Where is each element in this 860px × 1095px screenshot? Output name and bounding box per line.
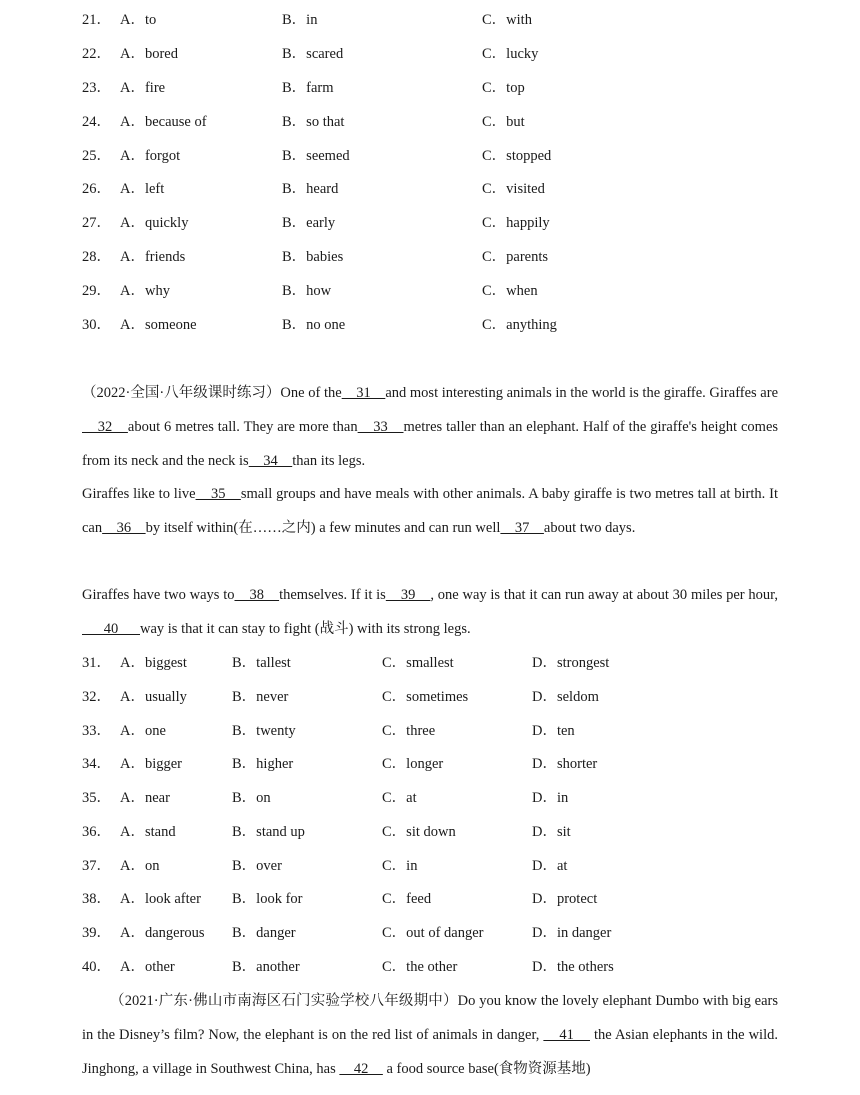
blank-39: 39 <box>385 587 431 603</box>
option-c: C．with <box>482 12 532 28</box>
option-c: C．sometimes <box>382 689 469 705</box>
option-c: C．sit down <box>382 824 456 840</box>
option-b: B．higher <box>232 756 294 772</box>
question-number: 32． <box>82 689 111 705</box>
question-number: 34． <box>82 756 111 772</box>
option-a: A．because of <box>120 114 207 130</box>
question-number: 28． <box>82 249 111 265</box>
option-c: C．three <box>382 723 436 739</box>
option-c: C．parents <box>482 249 549 265</box>
blank-36: 36 <box>102 520 146 536</box>
option-a: A．why <box>120 283 170 299</box>
option-c: C．happily <box>482 215 550 231</box>
option-c: C．lucky <box>482 46 539 62</box>
option-a: A．friends <box>120 249 186 265</box>
option-b: B．look for <box>232 891 303 907</box>
question-number: 23． <box>82 80 111 96</box>
question-number: 35． <box>82 790 111 806</box>
option-b: B．babies <box>282 249 344 265</box>
option-c: C．when <box>482 283 538 299</box>
option-a: A．other <box>120 959 175 975</box>
option-a: A．bored <box>120 46 178 62</box>
option-c: C．stopped <box>482 148 552 164</box>
option-c: C．visited <box>482 181 545 197</box>
option-a: A．to <box>120 12 157 28</box>
option-d: D．sit <box>532 824 571 840</box>
option-c: C．the other <box>382 959 458 975</box>
option-a: A．look after <box>120 891 201 907</box>
question-number: 37． <box>82 858 111 874</box>
option-a: A．usually <box>120 689 187 705</box>
passage-paragraph: Giraffes have two ways to 38 themselves. If it is 39 , one way is that it can run away at about 30 miles per hour, 40 way is that it can stay to fight (战斗) with its strong legs. <box>82 587 779 637</box>
option-c: C．anything <box>482 317 557 333</box>
option-d: D．at <box>532 858 568 874</box>
option-d: D．ten <box>532 723 575 739</box>
question-number: 25． <box>82 148 111 164</box>
option-a: A．forgot <box>120 148 181 164</box>
option-d: D．shorter <box>532 756 598 772</box>
blank-42: 42 <box>339 1061 383 1077</box>
option-b: B．twenty <box>232 723 296 739</box>
option-a: A．biggest <box>120 655 187 671</box>
option-b: B．scared <box>282 46 344 62</box>
question-number: 27． <box>82 215 111 231</box>
option-d: D．the others <box>532 959 614 975</box>
question-number: 33． <box>82 723 111 739</box>
blank-40: 40 <box>82 621 140 637</box>
option-a: A．one <box>120 723 166 739</box>
blank-37: 37 <box>500 520 544 536</box>
question-number: 30． <box>82 317 111 333</box>
question-number: 39． <box>82 925 111 941</box>
option-a: A．near <box>120 790 170 806</box>
question-number: 21． <box>82 12 111 28</box>
option-c: C．top <box>482 80 525 96</box>
passage-paragraph: （2022·全国·八年级课时练习）One of the 31 and most interesting animals in the world is the giraffe. Giraffes are 32 about 6 metres tall. They are more than 33 metres taller than an elephant. Half of the giraffe's height comes from its neck and the neck is 34 than its legs. <box>82 385 779 469</box>
option-c: C．in <box>382 858 418 874</box>
option-a: A．on <box>120 858 160 874</box>
option-d: D．strongest <box>532 655 610 671</box>
option-b: B．so that <box>282 114 345 130</box>
option-b: B．stand up <box>232 824 305 840</box>
option-c: C．smallest <box>382 655 454 671</box>
option-b: B．seemed <box>282 148 350 164</box>
blank-38: 38 <box>234 587 280 603</box>
option-c: C．but <box>482 114 525 130</box>
blank-32: 32 <box>82 419 128 435</box>
option-a: A．stand <box>120 824 176 840</box>
question-number: 38． <box>82 891 111 907</box>
option-a: A．fire <box>120 80 166 96</box>
question-number: 36． <box>82 824 111 840</box>
option-b: B．over <box>232 858 282 874</box>
option-b: B．heard <box>282 181 339 197</box>
blank-31: 31 <box>341 385 386 401</box>
option-a: A．someone <box>120 317 197 333</box>
option-b: B．danger <box>232 925 296 941</box>
option-c: C．at <box>382 790 417 806</box>
option-b: B．early <box>282 215 336 231</box>
option-b: B．never <box>232 689 289 705</box>
option-b: B．another <box>232 959 300 975</box>
option-a: A．bigger <box>120 756 183 772</box>
option-b: B．how <box>282 283 332 299</box>
blank-34: 34 <box>248 453 293 469</box>
passage-paragraph: Giraffes like to live 35 small groups and have meals with other animals. A baby giraffe is two metres tall at birth. It can 36 by itself within(在……之内) a few minutes and can run well 37 about two days. <box>82 486 779 536</box>
option-d: D．in danger <box>532 925 612 941</box>
option-b: B．on <box>232 790 271 806</box>
option-c: C．feed <box>382 891 432 907</box>
question-number: 22． <box>82 46 111 62</box>
option-c: C．out of danger <box>382 925 484 941</box>
blank-41: 41 <box>543 1027 590 1043</box>
option-c: C．longer <box>382 756 444 772</box>
option-b: B．farm <box>282 80 334 96</box>
blank-35: 35 <box>195 486 241 502</box>
option-b: B．in <box>282 12 318 28</box>
passage-paragraph: （2021·广东·佛山市南海区石门实验学校八年级期中）Do you know the lovely elephant Dumbo with big ears in the Disney’s film? Now, the elephant is on the red list of animals in danger, 41 the Asian elephants in the wild. Jinghong, a village in Southwest China, has 42 a food source base(食物资源基地) <box>82 993 778 1077</box>
option-d: D．seldom <box>532 689 599 705</box>
question-number: 29． <box>82 283 111 299</box>
option-d: D．in <box>532 790 569 806</box>
blank-33: 33 <box>357 419 404 435</box>
question-number: 24． <box>82 114 111 130</box>
question-number: 31． <box>82 655 111 671</box>
option-a: A．left <box>120 181 165 197</box>
option-b: B．tallest <box>232 655 291 671</box>
option-b: B．no one <box>282 317 346 333</box>
option-a: A．quickly <box>120 215 189 231</box>
option-a: A．dangerous <box>120 925 205 941</box>
option-d: D．protect <box>532 891 598 907</box>
question-number: 26． <box>82 181 111 197</box>
question-number: 40． <box>82 959 111 975</box>
